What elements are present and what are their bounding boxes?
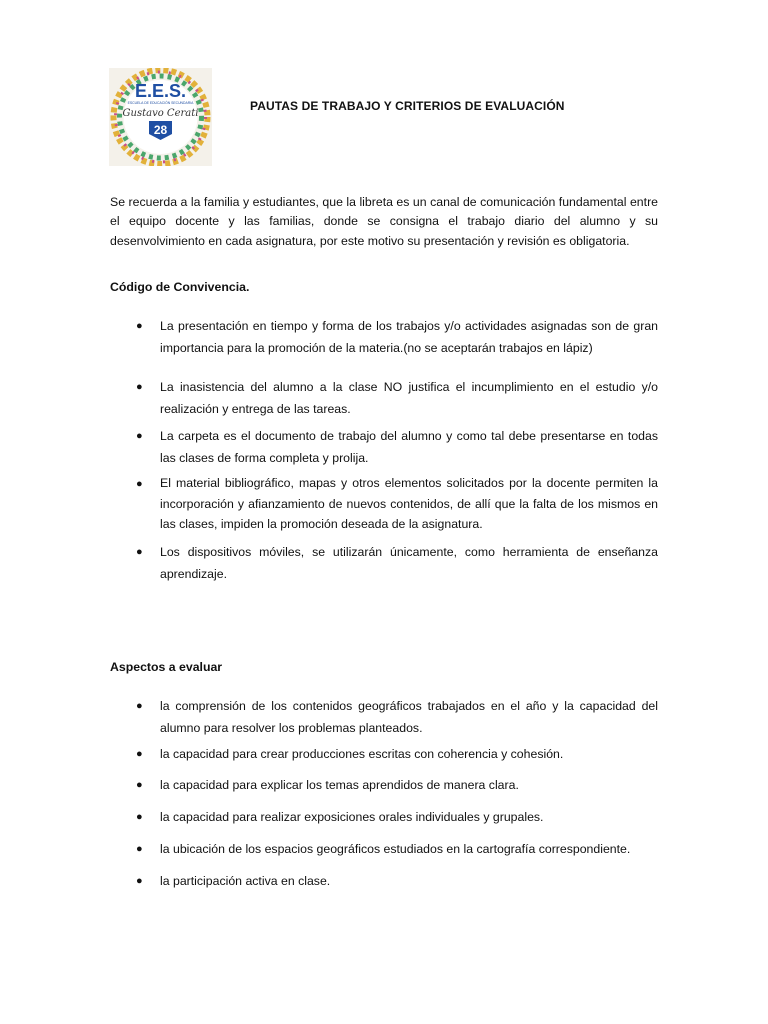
bullet-icon: ●	[136, 430, 143, 442]
list-item: La inasistencia del alumno a la clase NO justifica el incumplimiento en el estudio y/o realización y entrega de las tareas.	[160, 380, 658, 416]
logo-initials: E.E.S.	[134, 81, 187, 101]
school-logo-graphic	[109, 68, 212, 166]
section-heading-aspectos: Aspectos a evaluar	[110, 660, 223, 674]
list-item: la capacidad para crear producciones escritas con coherencia y cohesión.	[160, 747, 564, 761]
list-item: la comprensión de los contenidos geográficos trabajados en el año y la capacidad del alumno para resolver los problemas planteados.	[160, 699, 658, 735]
list-item: Los dispositivos móviles, se utilizarán únicamente, como herramienta de enseñanza aprendizaje.	[160, 545, 658, 581]
bullet-icon: ●	[136, 875, 143, 887]
list-item: la participación activa en clase.	[160, 874, 331, 888]
intro-paragraph: Se recuerda a la familia y estudiantes, que la libreta es un canal de comunicación fundamental entre el equipo docente y las familias, donde se consigna el trabajo diario del alumno y su desenvolvimiento en cada asignatura, por este motivo su presentación y revisión es obligatoria.	[110, 195, 658, 248]
page-title: PAUTAS DE TRABAJO Y CRITERIOS DE EVALUACIÓN	[250, 99, 565, 113]
bullet-icon: ●	[136, 748, 143, 760]
list-item: El material bibliográfico, mapas y otros elementos solicitados por la docente permiten la incorporación y afianzamiento de nuevos contenidos, de allí que la falta de los mismos en las clases, impiden la promoción deseada de la asignatura.	[160, 476, 658, 531]
list-item: la capacidad para explicar los temas aprendidos de manera clara.	[160, 778, 519, 792]
bullet-icon: ●	[136, 700, 143, 712]
bullet-icon: ●	[136, 546, 143, 558]
bullet-icon: ●	[136, 811, 143, 823]
list-item: La presentación en tiempo y forma de los trabajos y/o actividades asignadas son de gran importancia para la promoción de la materia.(no se aceptarán trabajos en lápiz)	[160, 319, 658, 355]
list-item: La carpeta es el documento de trabajo del alumno y como tal debe presentarse en todas las clases de forma completa y prolija.	[160, 429, 658, 465]
bullet-icon: ●	[136, 381, 143, 393]
list-item: la capacidad para realizar exposiciones orales individuales y grupales.	[160, 810, 544, 824]
list-item: la ubicación de los espacios geográficos estudiados en la cartografía correspondiente.	[160, 842, 631, 856]
logo-subtitle: ESCUELA DE EDUCACIÓN SECUNDARIA	[127, 101, 194, 105]
bullet-icon: ●	[136, 779, 143, 791]
bullet-icon: ●	[136, 478, 143, 490]
bullet-icon: ●	[136, 320, 143, 332]
logo-number: 28	[153, 123, 168, 137]
logo-name: Gustavo Cerati	[122, 108, 199, 119]
school-logo	[109, 68, 212, 166]
section-heading-convivencia: Código de Convivencia.	[110, 280, 250, 294]
bullet-icon: ●	[136, 843, 143, 855]
